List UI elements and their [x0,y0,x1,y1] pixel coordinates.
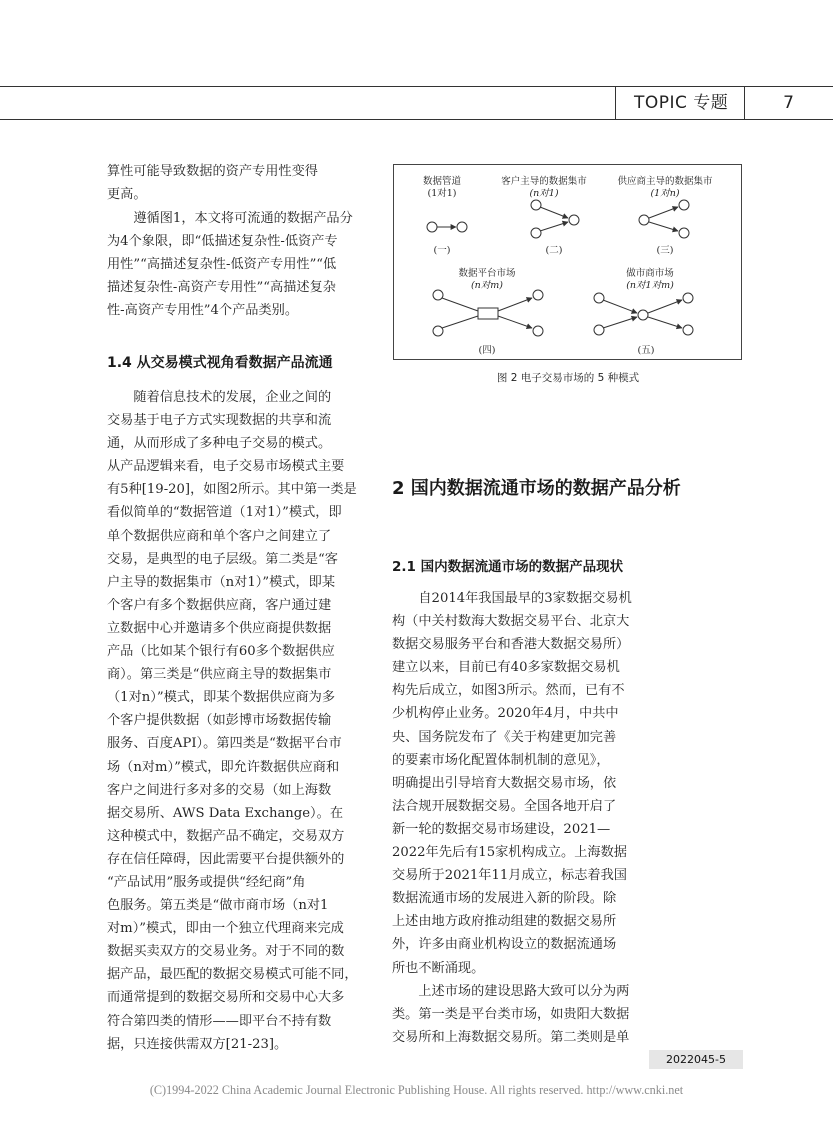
text-line: 符合第四类的情形——即平台不持有数 [107,1013,332,1029]
text-line: 色服务。第五类是“做市商市场（n对1 [107,898,329,914]
left-para-2 [107,207,363,322]
right-para-2 [392,980,648,1049]
section-2-heading: 2 国内数据流通市场的数据产品分析 [392,478,681,499]
node-circle [683,325,693,335]
node-circle [679,200,689,210]
node-circle [594,325,604,335]
node-circle [638,310,648,320]
text-line: （1对n）”模式，即某个数据供应商为多 [107,690,336,706]
text-line: 数据流通市场的发展进入新的阶段。除 [392,891,617,907]
node-circle [533,290,543,300]
node-circle [679,228,689,238]
text-line: 对m）”模式，即由一个独立代理商来完成 [107,921,344,937]
text-line: 交易所于2021年11月成立，标志着我国 [392,868,627,884]
text-line: 而通常提到的数据交易所和交易中心大多 [107,990,345,1006]
header-rule-top [0,86,833,87]
text-line: 性-高资产专用性”4个产品类别。 [107,303,299,319]
text-line: 2022年先后有15家机构成立。上海数据 [392,845,627,861]
text-line: 产品（比如某个银行有60多个数据供应 [107,644,335,660]
text-line: 算性可能导致数据的资产专用性变得 [107,164,318,179]
text-line: 场（n对m）”模式，即允许数据供应商和 [107,759,340,775]
text-line: 有5种[19-20]，如图2所示。其中第一类是 [107,482,357,498]
text-line: 法合规开展数据交易。全国各地开启了 [392,798,617,814]
text-line: 交易基于电子方式实现数据的共享和流 [107,413,332,429]
text-line: 交易，是典型的电子层级。第二类是“客 [107,551,338,567]
text-line: 商）。第三类是“供应商主导的数据集市 [107,667,332,683]
section-2-1-heading: 2.1 国内数据流通市场的数据产品现状 [392,559,624,575]
text-line: 构（中关村数海大数据交易平台、北京大 [392,614,630,630]
text-line: 明确提出引导培育大数据交易市场，依 [392,775,617,791]
copyright-footer: (C)1994-2022 China Academic Journal Electronic Publishing House. All rights reserved. http://www.cnki.net [149,1083,684,1097]
text-line: 用性”“高描述复杂性-低资产专用性”“低 [107,257,337,273]
node-circle [533,326,543,336]
node-circle [433,326,443,336]
text-line: 的要素市场化配置体制机制的意见》， [392,752,610,768]
text-line: 据，只连接供需双方[21-23]。 [107,1036,288,1052]
text-line: 所也不断涌现。 [392,960,485,976]
header-topic: TOPIC 专题 [634,93,729,113]
text-line: 为4个象限，即“低描述复杂性-低资产专 [107,234,338,250]
platform-market-number: (四) [478,345,496,356]
text-line: 描述复杂性-高资产专用性”“高描述复杂 [107,280,336,296]
section-1-4-heading: 1.4 从交易模式视角看数据产品流通 [107,355,333,371]
figure-2 [393,164,742,360]
node-circle [457,222,467,232]
node-circle [427,222,437,232]
page-code: 2022045-5 [649,1050,743,1069]
left-para-1 [107,160,363,206]
text-line: 从产品逻辑来看，电子交易市场模式主要 [107,459,345,475]
text-line: 个客户有多个数据供应商，客户通过建 [107,597,332,613]
text-line: 数据买卖双方的交易业务。对于不同的数 [107,944,345,960]
text-line: 看似简单的“数据管道（1对1）”模式，即 [107,505,342,521]
seller-market-ratio: (1对n) [650,188,680,199]
maker-market-ratio: (n对1对m) [626,280,674,291]
figure-2-diagram [394,165,743,361]
text-line: 通，从而形成了多种电子交易的模式。 [107,436,332,452]
buyer-market-title: 客户主导的数据集市 [501,176,587,187]
text-line: 服务、百度API）。第四类是“数据平台市 [107,736,342,752]
text-line: 新一轮的数据交易市场建设，2021— [392,821,611,837]
node-circle [639,215,649,225]
node-circle [683,293,693,303]
text-line: 户主导的数据集市（n对1）”模式，即某 [107,574,336,590]
left-para-3 [107,386,363,1056]
buyer-market-ratio: (n对1) [529,188,559,199]
text-line: 上述市场的建设思路大致可以分为两 [392,984,630,999]
text-line: 随着信息技术的发展，企业之间的 [107,390,332,405]
node-circle [531,228,541,238]
node-circle [531,200,541,210]
text-line: 建立以来，目前已有40多家数据交易机 [392,660,620,676]
node-circle [569,215,579,225]
text-line: 单个数据供应商和单个客户之间建立了 [107,528,332,544]
right-para-1 [392,587,648,980]
header-rule-bottom [0,119,833,120]
text-line: “产品试用”服务或提供“经纪商”角 [107,874,306,890]
pipe-ratio: (1对1) [427,188,457,199]
text-line: 这种模式中，数据产品不确定，交易双方 [107,828,345,844]
text-line: 类。第一类是平台类市场，如贵阳大数据 [392,1007,630,1023]
text-line: 央、国务院发布了《关于构建更加完善 [392,729,617,745]
text-line: 客户之间进行多对多的交易（如上海数 [107,782,332,798]
platform-market-ratio: (n对m) [470,280,504,291]
text-line: 个客户提供数据（如彭博市场数据传输 [107,713,332,729]
pipe-number: (一) [433,245,451,256]
text-line: 自2014年我国最早的3家数据交易机 [392,591,632,606]
text-line: 上述由地方政府推动组建的数据交易所 [392,914,617,930]
seller-market-number: (三) [656,245,674,256]
text-line: 数据交易服务平台和香港大数据交易所） [392,637,630,653]
text-line: 存在信任障碍，因此需要平台提供额外的 [107,851,345,867]
node-circle [433,290,443,300]
text-line: 构先后成立，如图3所示。然而，已有不 [392,683,625,699]
text-line: 立数据中心并邀请多个供应商提供数据 [107,620,332,636]
node-circle [594,293,604,303]
figure-2-caption: 图 2 电子交易市场的 5 种模式 [496,372,640,384]
text-line: 少机构停止业务。2020年4月，中共中 [392,706,619,722]
text-line: 据产品，最匹配的数据交易模式可能不同， [107,967,358,983]
text-line: 据交易所、AWS Data Exchange）。在 [107,805,344,821]
text-line: 更高。 [107,187,147,203]
header-divider-left [615,86,616,119]
platform-box [478,308,498,319]
maker-market-title: 做市商市场 [626,268,674,279]
pipe-title: 数据管道 [422,176,462,187]
seller-market-title: 供应商主导的数据集市 [617,176,713,187]
text-line: 外，许多由商业机构设立的数据流通场 [392,937,617,953]
text-line: 交易所和上海数据交易所。第二类则是单 [392,1030,630,1046]
header-page-number: 7 [783,93,794,113]
text-line: 遵循图1，本文将可流通的数据产品分 [107,211,353,226]
buyer-market-number: (二) [545,245,563,256]
platform-market-title: 数据平台市场 [458,268,516,279]
maker-market-number: (五) [637,345,655,356]
